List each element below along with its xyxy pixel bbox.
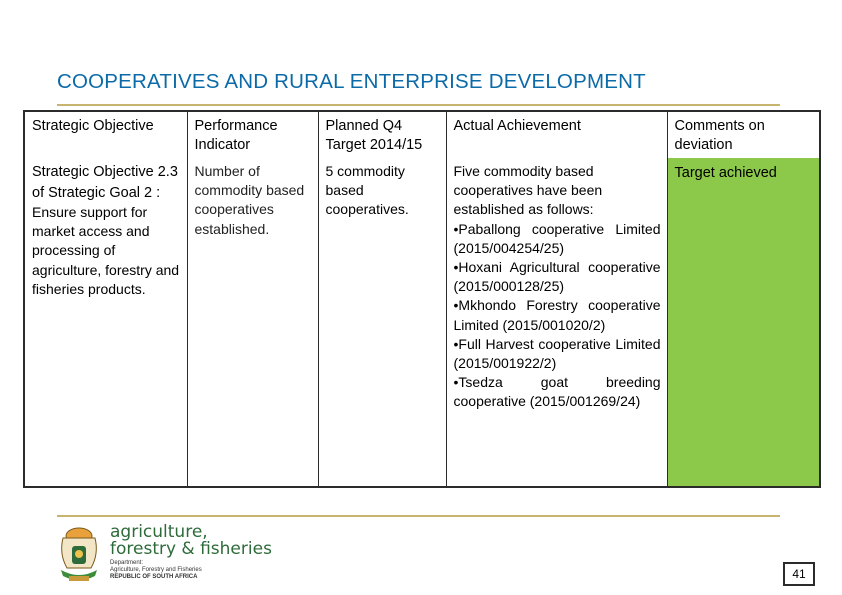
dept-line-2: Agriculture, Forestry and Fisheries bbox=[110, 567, 202, 573]
header-actual-achievement: Actual Achievement bbox=[446, 111, 667, 158]
comments-text: Target achieved bbox=[674, 165, 777, 181]
achievement-table bbox=[23, 110, 821, 488]
table-row bbox=[24, 158, 820, 487]
header-strategic-objective: Strategic Objective bbox=[24, 111, 187, 158]
achievement-intro: Five commodity based cooperatives have been established as follows: bbox=[453, 163, 603, 218]
table-header-row bbox=[24, 111, 820, 158]
brand-line-1: agriculture, bbox=[110, 522, 208, 542]
dept-line-1: Department: bbox=[110, 560, 144, 566]
cell-performance-indicator: Number of commodity based cooperatives established. bbox=[187, 158, 318, 487]
department-text bbox=[110, 560, 250, 581]
header-comments: Comments on deviation bbox=[667, 111, 820, 158]
coat-of-arms-icon bbox=[55, 524, 103, 584]
cell-comments bbox=[667, 158, 820, 487]
list-item: •Hoxani Agricultural cooperative (2015/000128/25) bbox=[453, 259, 661, 295]
header-performance-indicator: Performance Indicator bbox=[187, 111, 318, 158]
title-divider bbox=[57, 104, 780, 106]
brand-line-2: forestry & fisheries bbox=[110, 539, 272, 559]
list-item: •Paballong cooperative Limited (2015/004254/25) bbox=[453, 220, 661, 256]
objective-text: Ensure support for market access and processing of agriculture, forestry and fisheries products. bbox=[32, 204, 180, 297]
department-logo bbox=[55, 520, 272, 585]
cell-strategic-objective bbox=[24, 158, 187, 487]
dept-line-3: REPUBLIC OF SOUTH AFRICA bbox=[110, 574, 198, 580]
page-number: 41 bbox=[783, 562, 815, 586]
list-item: •Mkhondo Forestry cooperative Limited (2015/001020/2) bbox=[453, 297, 661, 333]
cell-actual-achievement bbox=[446, 158, 667, 487]
header-planned-target: Planned Q4 Target 2014/15 bbox=[318, 111, 446, 158]
list-item: •Full Harvest cooperative Limited (2015/001922/2) bbox=[453, 335, 661, 372]
footer-divider bbox=[57, 515, 780, 517]
page-title: COOPERATIVES AND RURAL ENTERPRISE DEVELOPMENT bbox=[57, 70, 646, 93]
list-item: •Tsedza goat breeding cooperative (2015/001269/24) bbox=[453, 374, 661, 410]
cell-planned-target: 5 commodity based cooperatives. bbox=[318, 158, 446, 487]
objective-lead: Strategic Objective 2.3 of Strategic Goal 2 : bbox=[32, 164, 178, 201]
